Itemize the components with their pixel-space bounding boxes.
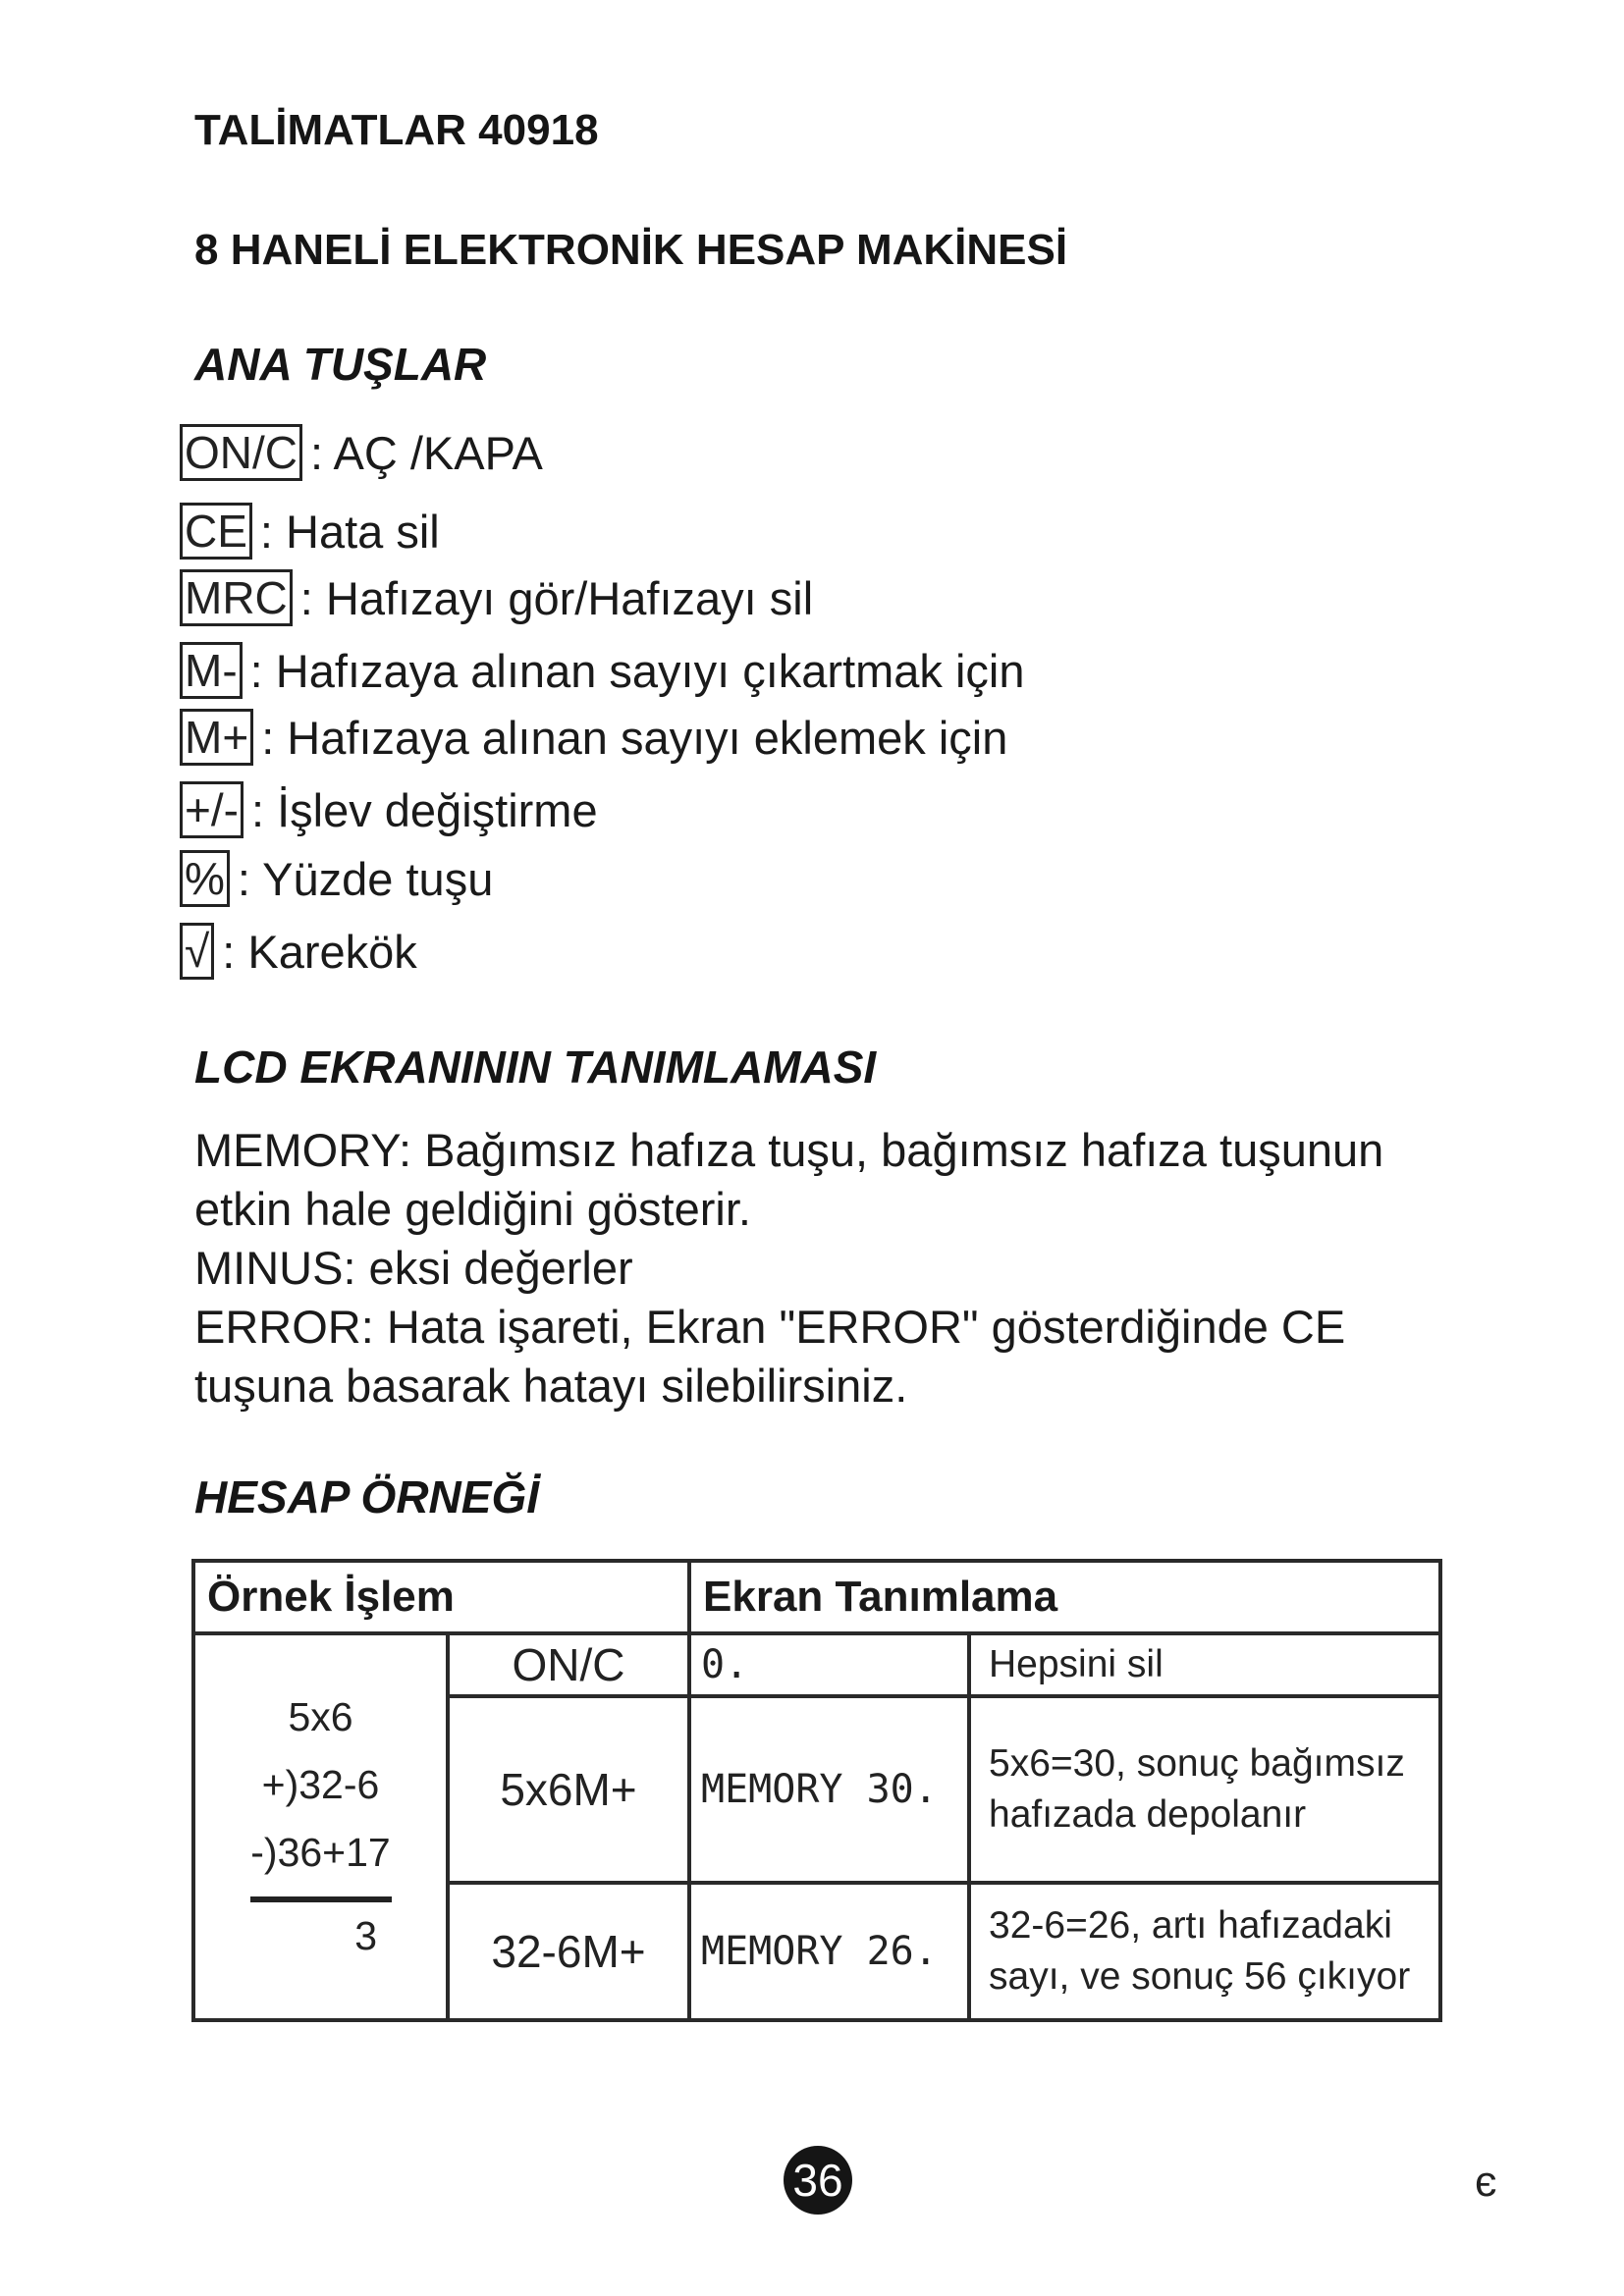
row-screen: 0. [689, 1633, 969, 1696]
key-item-ce [180, 503, 440, 560]
key-desc-plus-minus: : İşlev değiştirme [250, 783, 598, 836]
footer-mark: є [1475, 2158, 1497, 2206]
product-title: 8 HANELİ ELEKTRONİK HESAP MAKİNESİ [194, 226, 1068, 274]
key-desc-mrc: : Hafızayı gör/Hafızayı sil [299, 571, 814, 624]
key-box-ce: CE [180, 503, 252, 560]
key-item-on-c [180, 424, 543, 481]
lcd-line: etkin hale geldiğini gösterir. [194, 1183, 751, 1235]
operation-result: 3 [354, 1913, 377, 1958]
row-desc [969, 1633, 1440, 1696]
column-header-operation: Örnek İşlem [193, 1561, 689, 1633]
page-number: 36 [784, 2146, 852, 2215]
operation-line: -)36+17 [250, 1830, 391, 1875]
key-desc-sqrt: : Karekök [222, 925, 417, 978]
row-desc [969, 1696, 1440, 1883]
operation-line: +)32-6 [261, 1762, 380, 1807]
row-desc-line: sayı, ve sonuç 56 çıkıyor [989, 1955, 1411, 1998]
row-key: ON/C [448, 1633, 689, 1696]
row-screen: MEMORY 26. [689, 1883, 969, 2020]
example-table [191, 1559, 1442, 2022]
key-desc-m-plus: : Hafızaya alınan sayıyı eklemek için [261, 711, 1008, 764]
lcd-line: tuşuna basarak hatayı silebilirsiniz. [194, 1360, 908, 1412]
key-item-m-plus [180, 709, 1007, 766]
row-desc-line: 5x6=30, sonuç bağımsız [989, 1742, 1405, 1785]
row-screen: MEMORY 30. [689, 1696, 969, 1883]
lcd-line: MEMORY: Bağımsız hafıza tuşu, bağımsız hafıza tuşunun [194, 1124, 1384, 1176]
row-desc [969, 1883, 1440, 2020]
column-header-screen-desc: Ekran Tanımlama [689, 1561, 1440, 1633]
key-box-plus-minus: +/- [180, 781, 244, 838]
key-item-m-minus [180, 642, 1025, 699]
lcd-heading: LCD EKRANININ TANIMLAMASI [194, 1041, 877, 1093]
row-desc-line: 32-6=26, artı hafızadaki [989, 1904, 1392, 1947]
lcd-line: ERROR: Hata işareti, Ekran "ERROR" gösterdiğinde CE [194, 1301, 1346, 1353]
example-heading: HESAP ÖRNEĞİ [194, 1471, 540, 1522]
instructions-title: TALİMATLAR 40918 [194, 106, 599, 154]
key-item-sqrt [180, 923, 417, 980]
key-box-on-c: ON/C [180, 424, 302, 481]
key-box-mrc: MRC [180, 569, 293, 626]
example-operations [193, 1633, 448, 2020]
key-item-plus-minus [180, 781, 598, 838]
key-desc-on-c: : AÇ /KAPA [310, 426, 543, 479]
key-box-sqrt: √ [180, 923, 214, 980]
key-item-percent [180, 850, 493, 907]
row-desc-line: hafızada depolanır [989, 1793, 1307, 1836]
key-box-percent: % [180, 850, 230, 907]
lcd-line: MINUS: eksi değerler [194, 1242, 633, 1294]
row-key: 32-6M+ [448, 1883, 689, 2020]
key-item-mrc [180, 569, 813, 626]
key-desc-m-minus: : Hafızaya alınan sayıyı çıkartmak için [249, 644, 1025, 697]
key-desc-percent: : Yüzde tuşu [237, 852, 494, 905]
lcd-description [194, 1121, 1451, 1415]
main-keys-heading: ANA TUŞLAR [194, 339, 487, 390]
row-desc-line: Hepsini sil [989, 1643, 1164, 1685]
row-key: 5x6M+ [448, 1696, 689, 1883]
operation-line: 5x6 [288, 1694, 353, 1739]
key-desc-ce: : Hata sil [259, 505, 440, 558]
key-box-m-plus: M+ [180, 709, 253, 766]
key-box-m-minus: M- [180, 642, 243, 699]
